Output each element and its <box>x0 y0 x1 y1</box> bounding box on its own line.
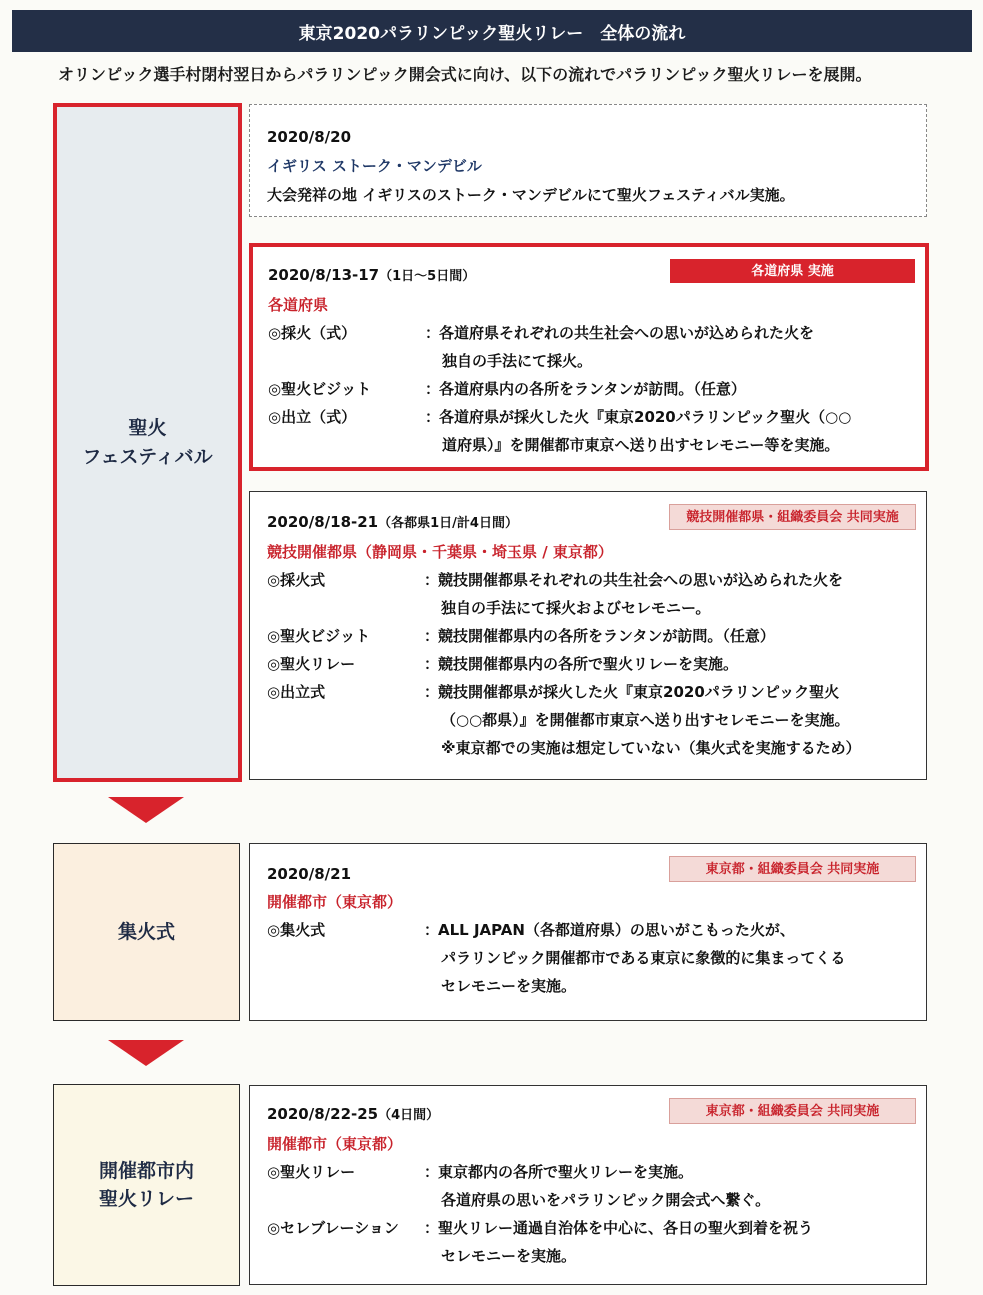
list-item <box>268 319 925 347</box>
list-item <box>267 678 926 706</box>
item-text-continued: セレモニーを実施。 <box>441 1247 577 1265</box>
item-text: 各道府県内の各所をランタンが訪問。（任意） <box>439 380 746 398</box>
list-item <box>267 1158 926 1186</box>
item-label: ◎出立式 <box>267 683 326 701</box>
item-text: 競技開催都県内の各所で聖火リレーを実施。 <box>438 655 739 673</box>
item-text-continued: 道府県）』を開催都市東京へ送り出すセレモニー等を実施。 <box>442 436 840 454</box>
list-item <box>267 566 926 594</box>
item-text: 聖火リレー通過自治体を中心に、各日の聖火到着を祝う <box>438 1219 814 1237</box>
list-item <box>267 1214 926 1242</box>
list-item <box>268 375 925 403</box>
item-label: ◎聖火ビジット <box>268 380 372 398</box>
section-location: 開催都市（東京都） <box>267 1135 403 1153</box>
implementer-badge: 東京都・組織委員会 共同実施 <box>669 1098 916 1124</box>
item-label: ◎聖火リレー <box>267 655 356 673</box>
item-colon: ： <box>424 683 440 701</box>
item-text-continued: 独自の手法にて採火。 <box>442 352 593 370</box>
stage-label-line: フェスティバル <box>82 445 213 468</box>
item-text: 競技開催都県それぞれの共生社会への思いが込められた火を <box>438 571 844 589</box>
section-stoke-mandeville <box>249 104 927 217</box>
item-label: ◎聖火リレー <box>267 1163 356 1181</box>
item-text: 東京都内の各所で聖火リレーを実施。 <box>438 1163 694 1181</box>
stage-flame-gathering <box>53 843 240 1021</box>
intro-text: オリンピック選手村閉村翌日からパラリンピック開会式に向け、以下の流れでパラリンピック聖火リレーを展開。 <box>58 65 872 84</box>
section-date: 2020/8/13-17 <box>268 266 380 284</box>
item-text-continued: セレモニーを実施。 <box>441 977 577 995</box>
down-arrow-icon <box>108 1040 184 1066</box>
item-text: ALL JAPAN（各都道府県）の思いがこもった火が、 <box>438 921 795 939</box>
list-item <box>268 403 925 431</box>
stage-label-line: 聖火リレー <box>98 1188 194 1210</box>
section-flame-gathering <box>249 843 927 1021</box>
item-text-continued: パラリンピック開催都市である東京に象徴的に集まってくる <box>441 949 846 967</box>
implementer-badge: 競技開催都県・組織委員会 共同実施 <box>669 504 916 530</box>
item-label: ◎セレブレーション <box>267 1219 399 1237</box>
down-arrow-icon <box>108 797 184 823</box>
item-text: 各道府県それぞれの共生社会への思いが込められた火を <box>439 324 815 342</box>
item-label: ◎集火式 <box>267 921 326 939</box>
implementer-badge: 東京都・組織委員会 共同実施 <box>669 856 916 882</box>
stage-label-line: 聖火 <box>128 417 167 439</box>
implementer-badge: 各道府県 実施 <box>670 259 915 283</box>
list-item <box>267 622 926 650</box>
section-date-note: （1日～5日間） <box>379 269 476 284</box>
item-colon: ： <box>425 324 441 342</box>
item-colon: ： <box>425 380 441 398</box>
section-location: 競技開催都県（静岡県・千葉県・埼玉県 / 東京都） <box>267 543 613 561</box>
stage-label-line: 集火式 <box>117 920 175 943</box>
stage-label-line: 開催都市内 <box>98 1159 194 1182</box>
item-colon: ： <box>424 1219 440 1237</box>
item-label: ◎採火（式） <box>268 324 357 342</box>
section-prefectures <box>249 243 929 471</box>
section-date-note: （4日間） <box>378 1108 440 1123</box>
item-colon: ： <box>424 571 440 589</box>
item-colon: ： <box>424 627 440 645</box>
stage-host-city-relay <box>53 1084 240 1286</box>
section-date: 2020/8/18-21 <box>267 513 379 531</box>
item-label: ◎出立（式） <box>268 408 357 426</box>
item-text-continued: 独自の手法にて採火およびセレモニー。 <box>441 599 711 617</box>
list-item <box>267 650 926 678</box>
item-colon: ： <box>424 655 440 673</box>
section-date: 2020/8/20 <box>267 128 352 146</box>
section-date: 2020/8/22-25 <box>267 1105 379 1123</box>
list-item <box>267 916 926 944</box>
section-location: イギリス ストーク・マンデビル <box>267 157 482 175</box>
item-text-continued: （○○都県）』を開催都市東京へ送り出すセレモニーを実施。 <box>441 711 850 729</box>
section-date: 2020/8/21 <box>267 865 352 883</box>
stage-torch-festival <box>53 103 242 782</box>
item-text-continued: 各道府県の思いをパラリンピック開会式へ繋ぐ。 <box>441 1191 771 1209</box>
section-location: 各道府県 <box>268 296 329 314</box>
section-date-note: （各都県1日/計4日間） <box>378 516 518 531</box>
item-text: 各道府県が採火した火『東京2020パラリンピック聖火（○○ <box>439 408 852 426</box>
section-description: 大会発祥の地 イギリスのストーク・マンデビルにて聖火フェスティバル実施。 <box>267 186 795 204</box>
item-colon: ： <box>424 1163 440 1181</box>
section-host-city-relay <box>249 1085 927 1285</box>
item-text: 競技開催都県が採火した火『東京2020パラリンピック聖火 <box>438 683 840 701</box>
item-label: ◎聖火ビジット <box>267 627 371 645</box>
item-colon: ： <box>424 921 440 939</box>
item-label: ◎採火式 <box>267 571 326 589</box>
item-colon: ： <box>425 408 441 426</box>
section-location: 開催都市（東京都） <box>267 893 403 911</box>
item-text-note: ※東京都での実施は想定していない（集火式を実施するため） <box>441 739 861 757</box>
item-text: 競技開催都県内の各所をランタンが訪問。（任意） <box>438 627 775 645</box>
section-competition-prefectures <box>249 491 927 780</box>
page-title: 東京2020パラリンピック聖火リレー 全体の流れ <box>12 10 972 52</box>
